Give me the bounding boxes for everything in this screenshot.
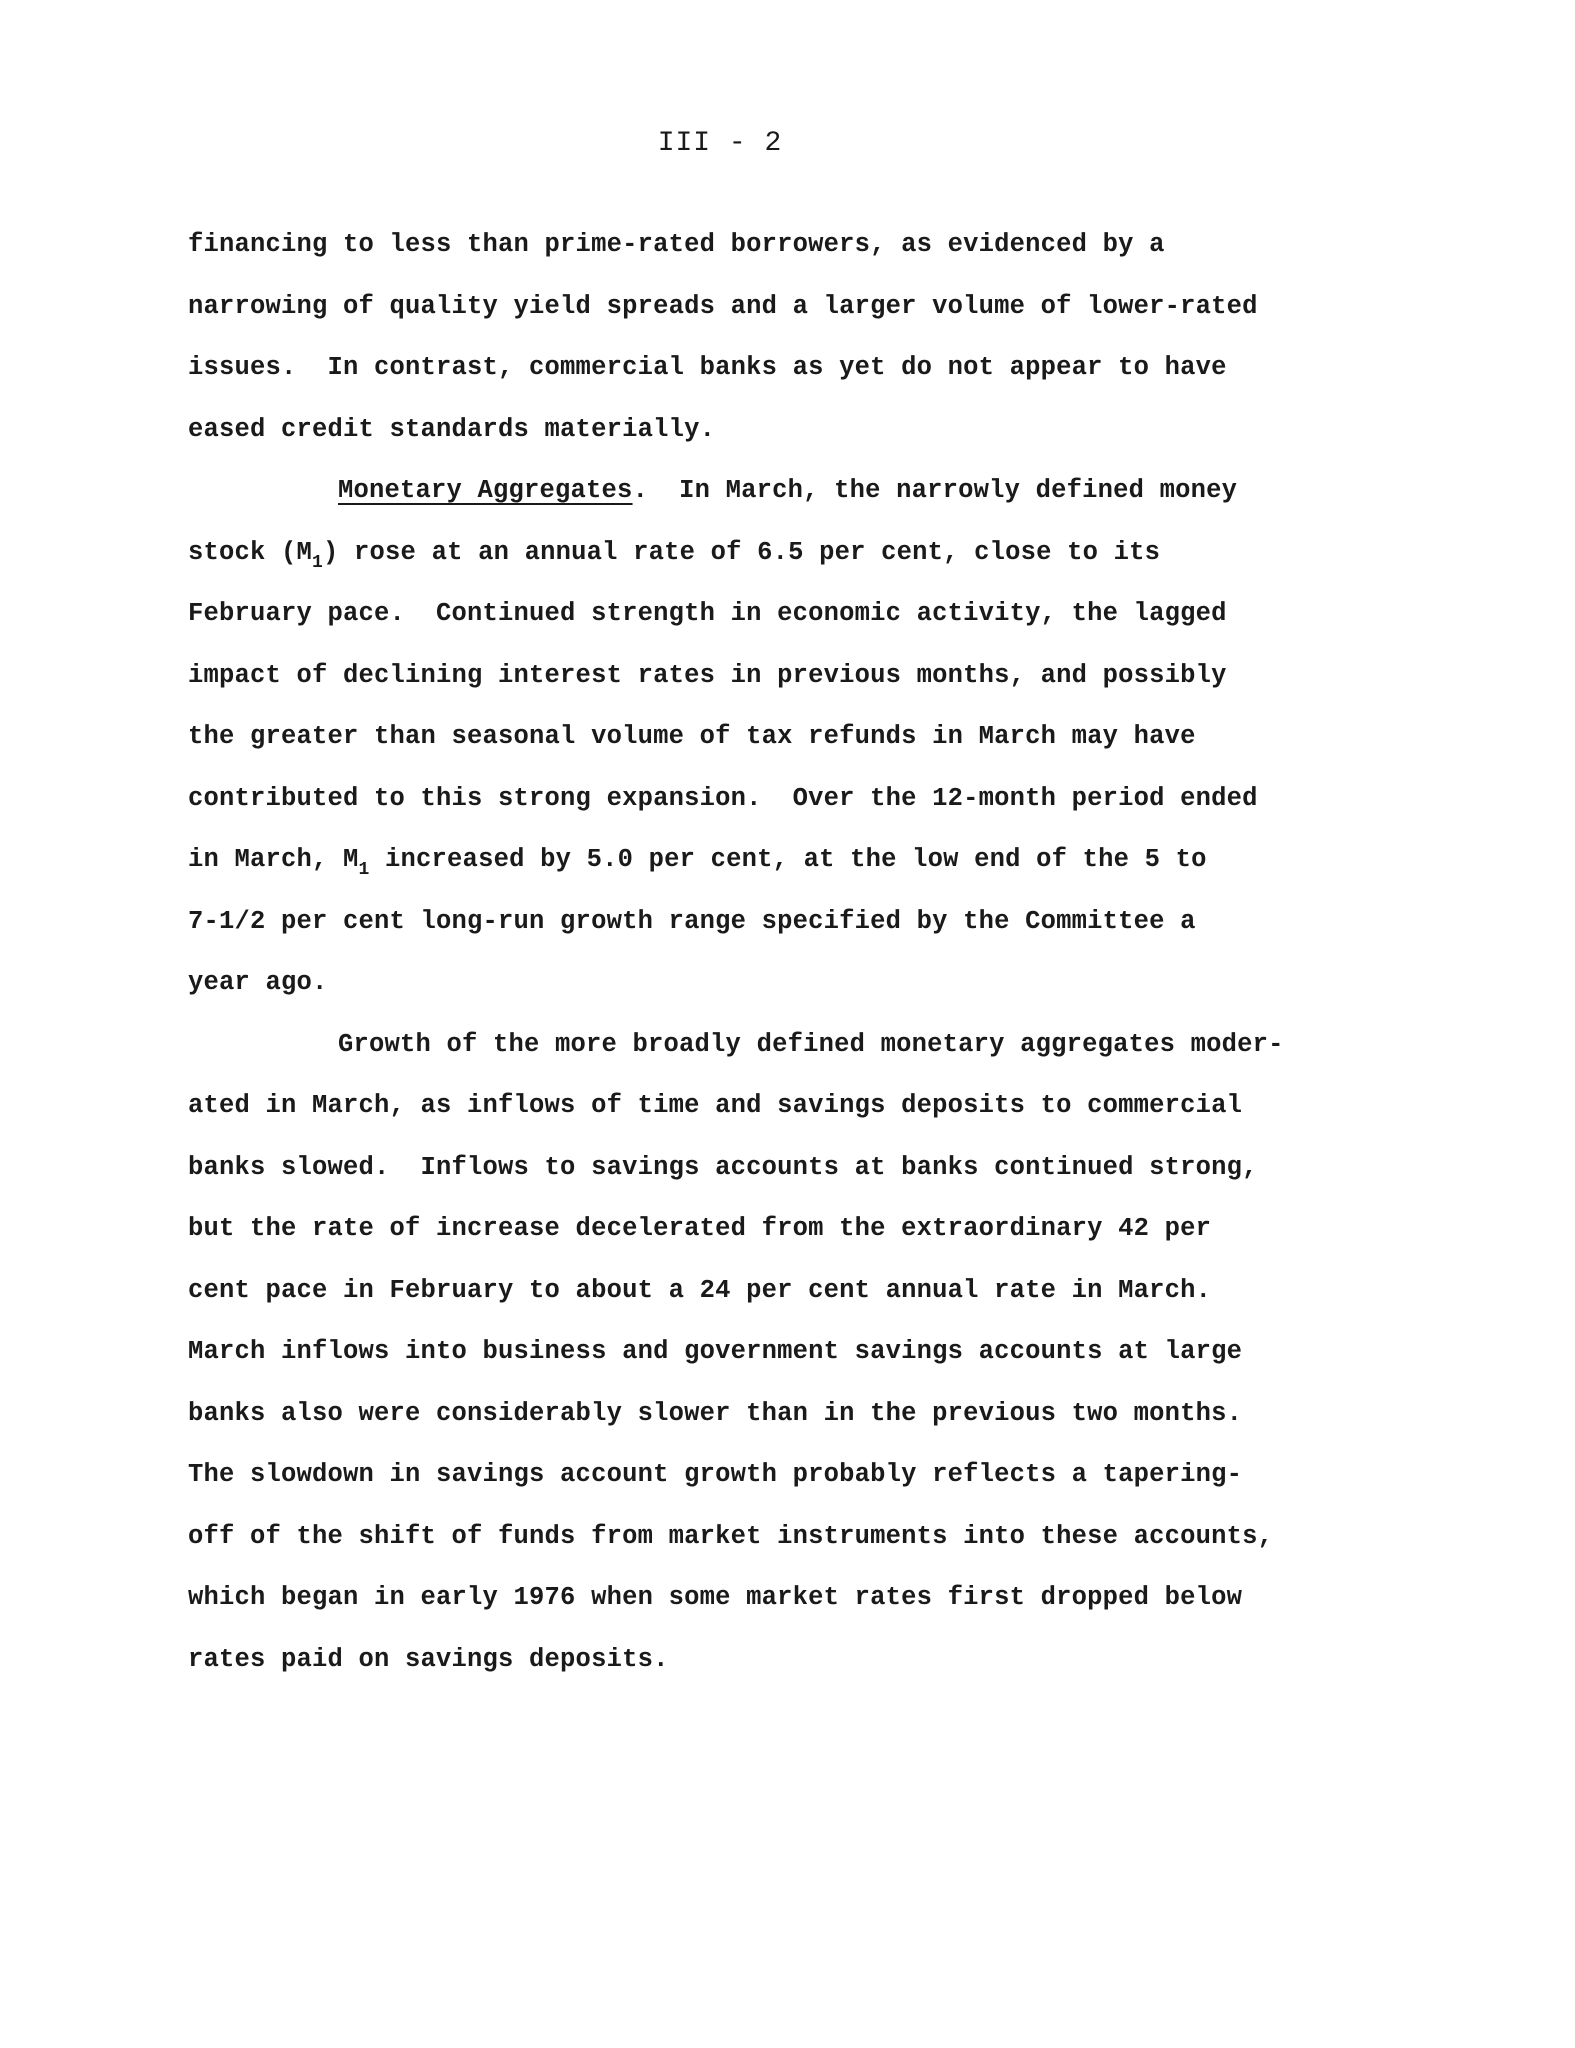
paragraph-2-first-line <box>188 460 1328 522</box>
paragraph-2-line: 7-1/2 per cent long-run growth range specified by the Committee a <box>188 906 1196 936</box>
subscript: 1 <box>358 860 370 880</box>
paragraph-3-line: off of the shift of funds from market instruments into these accounts, <box>188 1521 1274 1551</box>
paragraph-1-line: issues. In contrast, commercial banks as yet do not appear to have <box>188 353 1227 382</box>
paragraph-3-line: cent pace in February to about a 24 per cent annual rate in March. <box>188 1275 1212 1305</box>
paragraph-1-line: eased credit standards materially. <box>188 414 716 444</box>
paragraph-1-line: financing to less than prime-rated borrowers, as evidenced by a <box>188 230 1165 259</box>
paragraph-2-text: stock (M <box>188 537 313 567</box>
paragraph-3-first-line: Growth of the more broadly defined monetary aggregates moder- <box>338 1029 1284 1059</box>
paragraph-3-line: banks also were considerably slower than in the previous two months. <box>188 1398 1243 1428</box>
paragraph-2-line: impact of declining interest rates in previous months, and possibly <box>188 660 1227 690</box>
paragraph-3-line: ated in March, as inflows of time and savings deposits to commercial <box>188 1091 1243 1120</box>
paragraph-3-line: March inflows into business and government savings accounts at large <box>188 1337 1243 1366</box>
paragraph-2-text: . In March, the narrowly defined money <box>632 476 1238 505</box>
paragraph-2-text: ) rose at an annual rate of 6.5 per cent, close to its <box>323 537 1161 567</box>
paragraph-3-line: banks slowed. Inflows to savings accounts at banks continued strong, <box>188 1152 1258 1182</box>
section-heading: Monetary Aggregates <box>338 476 633 505</box>
paragraph-2-text: in March, M <box>188 845 359 874</box>
paragraph-3-line: rates paid on savings deposits. <box>188 1644 669 1674</box>
paragraph-2-line: year ago. <box>188 968 328 997</box>
paragraph-1-line: narrowing of quality yield spreads and a larger volume of lower-rated <box>188 291 1258 321</box>
paragraph-2-line: contributed to this strong expansion. Over the 12-month period ended <box>188 783 1258 813</box>
paragraph-2-text: increased by 5.0 per cent, at the low end of the 5 to <box>369 845 1207 874</box>
paragraph-2-line: the greater than seasonal volume of tax refunds in March may have <box>188 722 1196 751</box>
paragraph-3-line: which began in early 1976 when some market rates first dropped below <box>188 1583 1243 1612</box>
paragraph-2-line <box>188 522 1328 584</box>
body-text <box>188 214 1328 1690</box>
paragraph-3-line: The slowdown in savings account growth probably reflects a tapering- <box>188 1460 1243 1489</box>
paragraph-3-line: but the rate of increase decelerated from the extraordinary 42 per <box>188 1214 1212 1243</box>
subscript: 1 <box>312 552 324 573</box>
page-number: III - 2 <box>657 128 783 159</box>
paragraph-2-line <box>188 829 1328 891</box>
paragraph-2-line: February pace. Continued strength in economic activity, the lagged <box>188 599 1227 628</box>
